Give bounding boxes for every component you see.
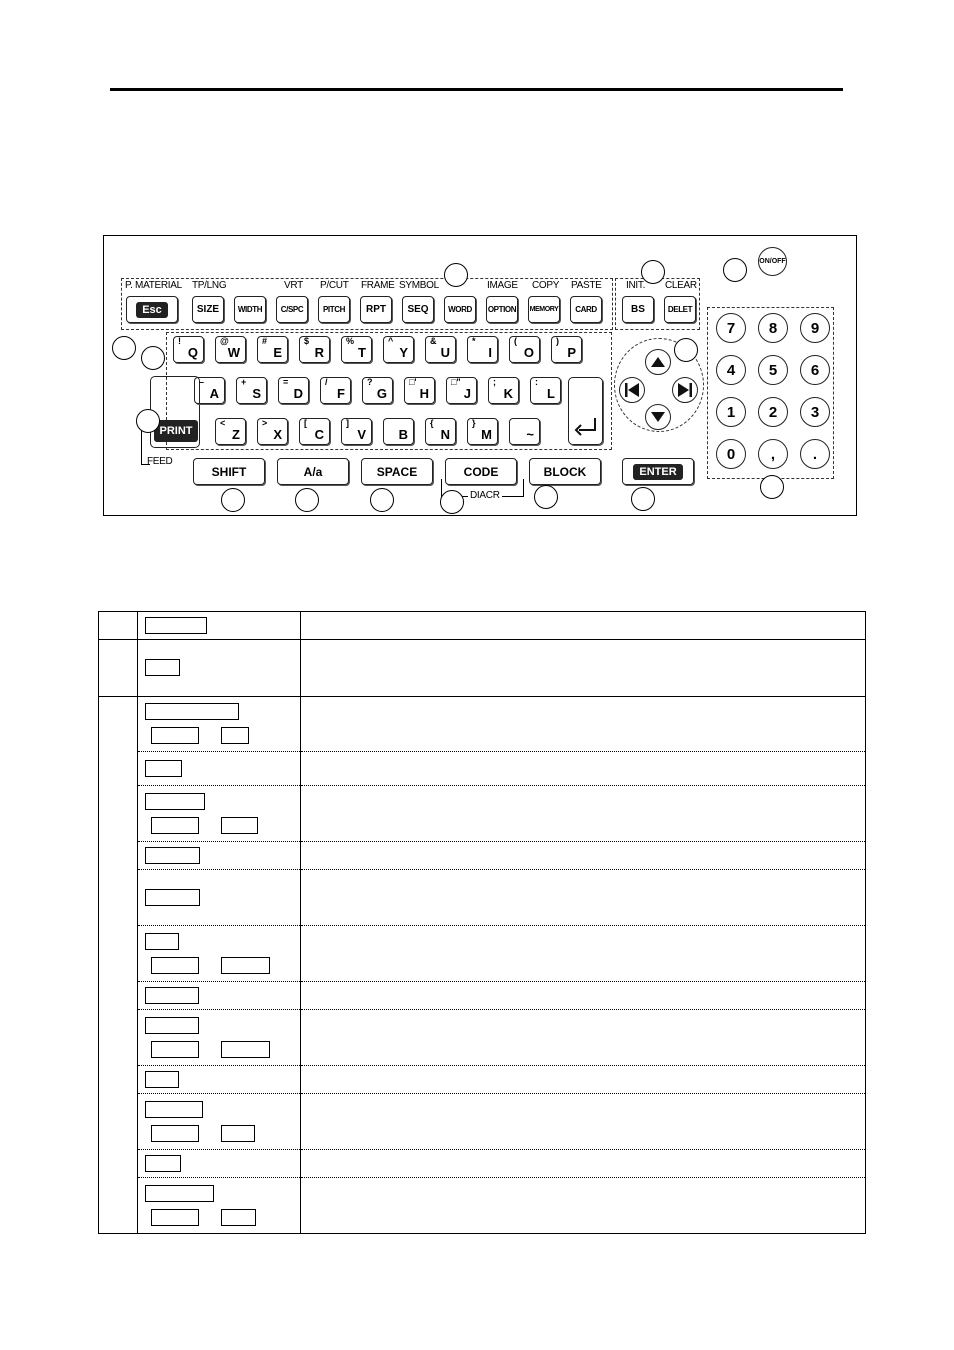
- key-g-symbol: ?: [367, 377, 373, 387]
- key-b[interactable]: [383, 418, 414, 445]
- key-j-symbol: □": [451, 377, 461, 387]
- key-j-letter: J: [463, 386, 471, 401]
- block-key[interactable]: BLOCK: [529, 458, 601, 485]
- key-f-letter: F: [337, 386, 345, 401]
- callout-circle: [295, 488, 319, 512]
- delet-key[interactable]: DELET: [664, 296, 696, 323]
- label-p-cut: P/CUT: [320, 280, 349, 291]
- cursor-end-key[interactable]: [672, 377, 698, 403]
- key-q[interactable]: [173, 336, 204, 363]
- key-w[interactable]: [215, 336, 246, 363]
- card-key[interactable]: CARD: [570, 296, 602, 323]
- key-n-letter: N: [440, 427, 450, 442]
- label-paste: PASTE: [571, 280, 602, 291]
- key-i-symbol: *: [472, 336, 476, 346]
- key-h-letter: H: [419, 386, 429, 401]
- label-image: IMAGE: [487, 280, 518, 291]
- width-key[interactable]: WIDTH: [234, 296, 266, 323]
- cursor-down-key[interactable]: [645, 404, 671, 430]
- key-q-symbol: !: [178, 336, 181, 346]
- key-u[interactable]: [425, 336, 456, 363]
- key-l-letter: L: [547, 386, 555, 401]
- function-table: [98, 611, 866, 1234]
- num-comma[interactable]: ,: [758, 439, 788, 469]
- label-init: INIT.: [626, 280, 646, 291]
- key-s-symbol: +: [241, 377, 247, 387]
- key-p[interactable]: [551, 336, 582, 363]
- key-t-letter: T: [358, 345, 366, 360]
- key-n-symbol: {: [430, 418, 434, 428]
- label-vrt: VRT: [284, 280, 303, 291]
- cursor-up-key[interactable]: [645, 349, 671, 375]
- power-key[interactable]: [758, 247, 787, 276]
- key-a-letter: A: [209, 386, 219, 401]
- callout-circle: [723, 258, 747, 282]
- num-9[interactable]: 9: [800, 313, 830, 343]
- header-rule: [110, 88, 843, 91]
- key-c[interactable]: [299, 418, 330, 445]
- label-copy: COPY: [532, 280, 560, 291]
- size-key[interactable]: SIZE: [192, 296, 224, 323]
- cursor-home-key[interactable]: [619, 377, 645, 403]
- print-key[interactable]: [154, 420, 198, 442]
- key-y-symbol: ^: [388, 336, 394, 346]
- key-c-symbol: [: [304, 418, 307, 428]
- key-v-letter: V: [357, 427, 366, 442]
- label-tp-lng: TP/LNG: [192, 280, 227, 291]
- feed-label: FEED: [147, 456, 173, 467]
- keyboard-diagram: [103, 235, 857, 516]
- key-g[interactable]: [362, 377, 393, 404]
- key-x[interactable]: [257, 418, 288, 445]
- esc-key-label: Esc: [136, 302, 168, 318]
- triangle-down-icon: [651, 412, 665, 422]
- key-o[interactable]: [509, 336, 540, 363]
- return-arrow-icon: [573, 416, 599, 438]
- key-n[interactable]: [425, 418, 456, 445]
- key-z[interactable]: [215, 418, 246, 445]
- callout-circle: [112, 336, 136, 360]
- num-5[interactable]: 5: [758, 355, 788, 385]
- esc-key[interactable]: [126, 296, 178, 323]
- power-key-label: ON/OFF: [759, 258, 786, 265]
- key-i[interactable]: [467, 336, 498, 363]
- key-l-symbol: :: [535, 377, 538, 387]
- num-7[interactable]: 7: [716, 313, 746, 343]
- key-k[interactable]: [488, 377, 519, 404]
- rpt-key[interactable]: RPT: [360, 296, 392, 323]
- num-4[interactable]: 4: [716, 355, 746, 385]
- key-o-symbol: (: [514, 336, 517, 346]
- option-key[interactable]: OPTION: [486, 296, 518, 323]
- key-d[interactable]: [278, 377, 309, 404]
- callout-circle: [440, 490, 464, 514]
- key-v-symbol: ]: [346, 418, 349, 428]
- label-p-material: P. MATERIAL: [125, 280, 182, 291]
- key-j[interactable]: [446, 377, 477, 404]
- num-0[interactable]: 0: [716, 439, 746, 469]
- key-u-letter: U: [440, 345, 450, 360]
- callout-circle: [641, 260, 665, 284]
- callout-circle: [370, 488, 394, 512]
- key-h-symbol: □': [409, 377, 417, 387]
- key-m-letter: M: [481, 427, 492, 442]
- num-period[interactable]: .: [800, 439, 830, 469]
- key-i-letter: I: [488, 345, 492, 360]
- callout-circle: [631, 487, 655, 511]
- key-q-letter: Q: [187, 345, 198, 360]
- c-spc-key[interactable]: C/SPC: [276, 296, 308, 323]
- print-key-label: PRINT: [159, 425, 193, 437]
- key-m-symbol: }: [472, 418, 476, 428]
- key-e-symbol: #: [262, 336, 268, 346]
- key-r-letter: R: [314, 345, 324, 360]
- case-toggle-key[interactable]: A/a: [277, 458, 349, 485]
- triangle-up-icon: [651, 357, 665, 367]
- key-s[interactable]: [236, 377, 267, 404]
- key-w-symbol: @: [220, 336, 229, 346]
- num-1[interactable]: 1: [716, 397, 746, 427]
- key-d-symbol: =: [283, 377, 289, 387]
- enter-key[interactable]: [622, 458, 694, 485]
- key-l[interactable]: [530, 377, 561, 404]
- skip-back-icon: [625, 383, 639, 397]
- key-v[interactable]: [341, 418, 372, 445]
- key-w-letter: W: [227, 345, 240, 360]
- pitch-key[interactable]: PITCH: [318, 296, 350, 323]
- key-p-letter: P: [567, 345, 576, 360]
- code-key[interactable]: CODE: [445, 458, 517, 485]
- num-2[interactable]: 2: [758, 397, 788, 427]
- key-t-symbol: %: [346, 336, 355, 346]
- seq-key[interactable]: SEQ: [402, 296, 434, 323]
- key-k-symbol: ;: [493, 377, 496, 387]
- key-p-symbol: ): [556, 336, 559, 346]
- key-d-letter: D: [293, 386, 303, 401]
- key-o-letter: O: [523, 345, 534, 360]
- label-frame: FRAME: [361, 280, 395, 291]
- key-m[interactable]: [467, 418, 498, 445]
- key-x-letter: X: [273, 427, 282, 442]
- key-a[interactable]: [194, 377, 225, 404]
- num-8[interactable]: 8: [758, 313, 788, 343]
- key-z-symbol: <: [220, 418, 226, 428]
- key-g-letter: G: [376, 386, 387, 401]
- callout-circle: [444, 263, 468, 287]
- word-key[interactable]: WORD: [444, 296, 476, 323]
- space-key[interactable]: SPACE: [361, 458, 433, 485]
- enter-key-label: ENTER: [633, 464, 682, 480]
- key-e-letter: E: [273, 345, 282, 360]
- callout-circle: [534, 485, 558, 509]
- key-tilde[interactable]: [509, 418, 540, 445]
- callout-circle: [674, 338, 698, 362]
- key-u-symbol: &: [430, 336, 437, 346]
- key-t[interactable]: [341, 336, 372, 363]
- key-x-symbol: >: [262, 418, 268, 428]
- label-symbol: SYMBOL: [399, 280, 439, 291]
- skip-forward-icon: [678, 383, 692, 397]
- num-3[interactable]: 3: [800, 397, 830, 427]
- key-y-letter: Y: [399, 345, 408, 360]
- diacr-label: DIACR: [470, 490, 500, 501]
- key-c-letter: C: [314, 427, 324, 442]
- key-s-letter: S: [252, 386, 261, 401]
- key-y[interactable]: [383, 336, 414, 363]
- num-6[interactable]: 6: [800, 355, 830, 385]
- key-r-symbol: $: [304, 336, 310, 346]
- shift-key[interactable]: SHIFT: [193, 458, 265, 485]
- label-clear: CLEAR: [665, 280, 697, 291]
- key-h[interactable]: [404, 377, 435, 404]
- return-key[interactable]: [568, 377, 603, 445]
- key-f-symbol: /: [325, 377, 328, 387]
- callout-circle: [760, 475, 784, 499]
- key-f[interactable]: [320, 377, 351, 404]
- key-b-letter: B: [398, 427, 408, 442]
- key-tilde-letter: ~: [526, 427, 534, 442]
- key-e[interactable]: [257, 336, 288, 363]
- callout-circle: [136, 409, 160, 433]
- key-a-symbol: –: [199, 377, 205, 387]
- key-k-letter: K: [503, 386, 513, 401]
- key-r[interactable]: [299, 336, 330, 363]
- callout-circle: [221, 488, 245, 512]
- key-z-letter: Z: [232, 427, 240, 442]
- bs-key[interactable]: BS: [622, 296, 654, 323]
- memory-key[interactable]: MEMORY: [528, 296, 560, 323]
- callout-circle: [141, 346, 165, 370]
